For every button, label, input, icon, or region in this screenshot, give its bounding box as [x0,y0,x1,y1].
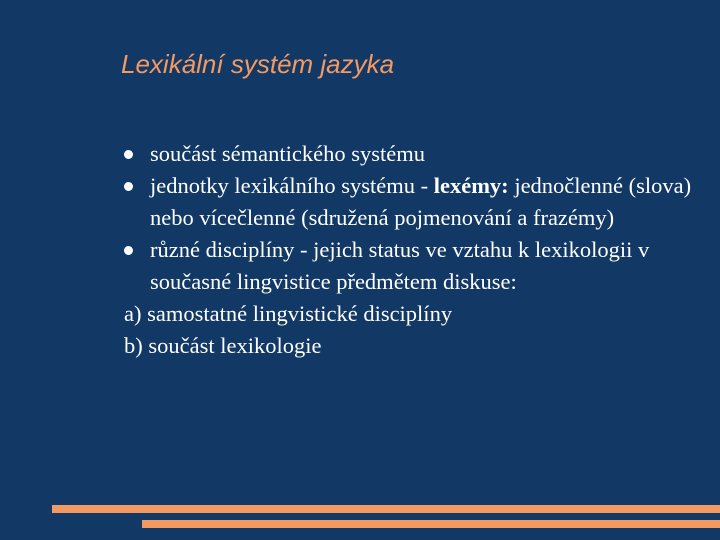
slide-title: Lexikální systém jazyka [121,49,395,79]
bullet-icon [124,182,133,191]
list-item-a: a) samostatné lingvistické disciplíny [124,301,453,326]
bullet-item-3 [124,234,704,298]
list-item-b: b) součást lexikologie [124,333,322,358]
slide-body [124,138,704,362]
bullet-item-1 [124,138,704,170]
decorative-bar-top [52,505,720,513]
decorative-bar-bottom [142,520,720,528]
bullet-text-rest: jednočlenné (slova) nebo vícečlenné (sdružená pojmenování a frazémy) [150,173,692,230]
bullet-text: součást sémantického systému [150,141,425,166]
bullet-text-lead: jednotky lexikálního systému - [150,173,434,198]
bullet-text-bold: lexémy: [433,173,509,198]
bullet-item-2 [124,170,704,234]
bullet-icon [124,246,133,255]
bullet-icon [124,150,133,159]
bullet-text [150,170,704,234]
bullet-text: různé disciplíny - jejich status ve vztahu k lexikologii v současné lingvistice předmětem diskuse: [150,237,650,294]
